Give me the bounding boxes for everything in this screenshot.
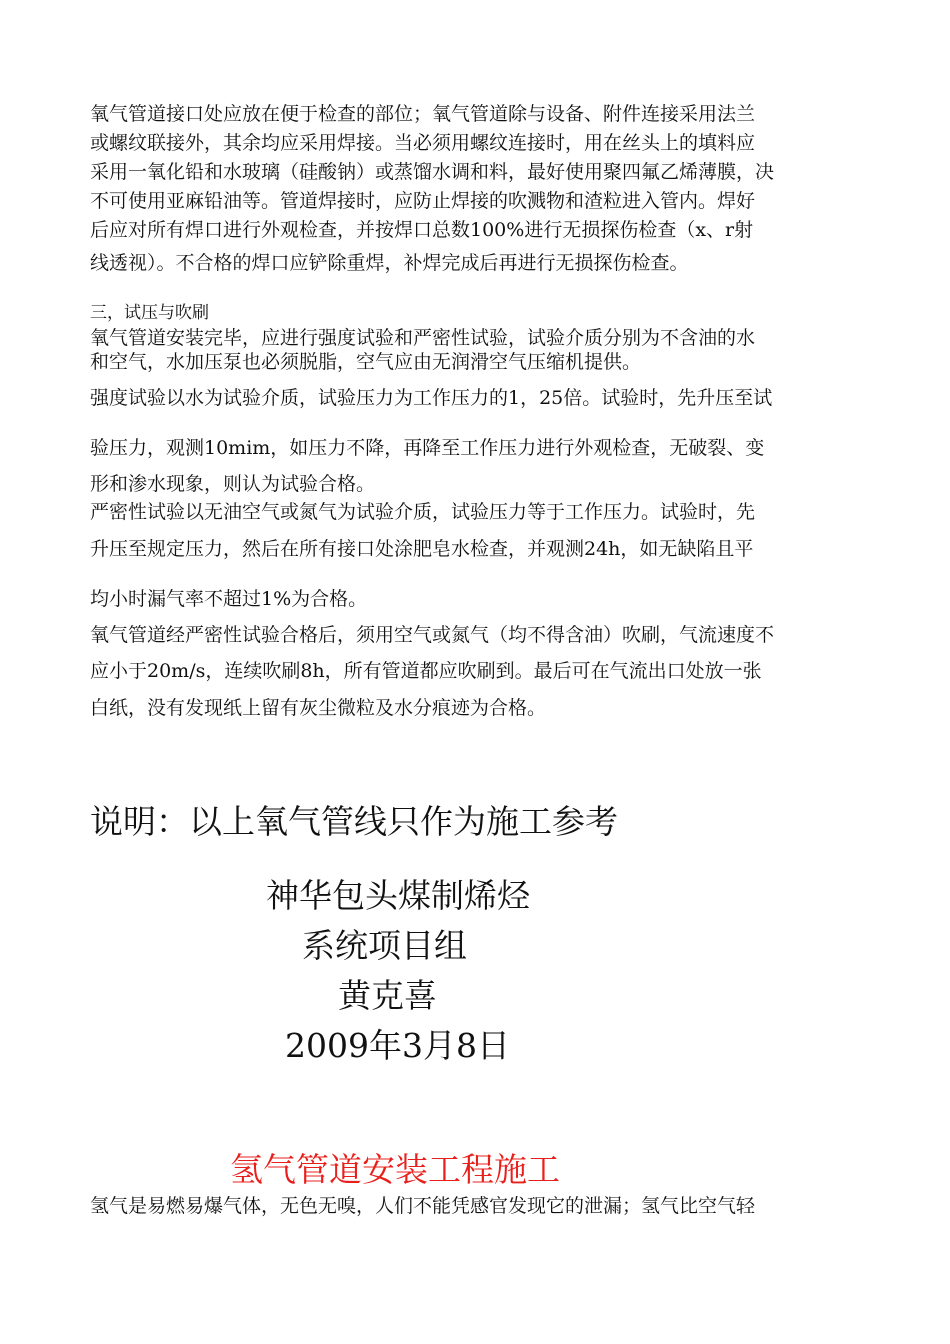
signature-org-line2: 系统项目组 — [302, 926, 467, 965]
paragraph-line: 应小于20m/s，连续吹刷8h，所有管道都应吹刷到。最后可在气流出口处放一张 — [90, 660, 762, 682]
paragraph-line: 形和渗水现象，则认为试验合格。 — [90, 473, 376, 495]
paragraph-line: 后应对所有焊口进行外观检查，并按焊口总数100%进行无损探伤检查（x、r射 — [90, 219, 754, 241]
paragraph-line: 不可使用亚麻铅油等。管道焊接时，应防止焊接的吹溅物和渣粒进入管内。焊好 — [90, 190, 756, 212]
paragraph-line: 验压力，观测10mim，如压力不降，再降至工作压力进行外观检查，无破裂、变 — [90, 437, 765, 459]
note-text: 说明：以上氧气管线只作为施工参考 — [90, 802, 618, 841]
paragraph-line: 线透视）。不合格的焊口应铲除重焊，补焊完成后再进行无损探伤检查。 — [90, 252, 689, 274]
paragraph-line: 氧气管道安装完毕，应进行强度试验和严密性试验，试验介质分别为不含油的水 — [90, 327, 756, 349]
paragraph-line: 白纸，没有发现纸上留有灰尘微粒及水分痕迹为合格。 — [90, 697, 547, 719]
section-title: 氢气管道安装工程施工 — [230, 1150, 560, 1189]
signature-org-line1: 神华包头煤制烯烃 — [266, 876, 530, 915]
paragraph-line: 和空气，水加压泵也必须脱脂，空气应由无润滑空气压缩机提供。 — [90, 351, 642, 373]
paragraph-line: 严密性试验以无油空气或氮气为试验介质，试验压力等于工作压力。试验时，先 — [90, 501, 756, 523]
paragraph-line: 升压至规定压力，然后在所有接口处涂肥皂水检查，并观测24h，如无缺陷且平 — [90, 538, 754, 560]
paragraph-line: 或螺纹联接外，其余均应采用焊接。当必须用螺纹连接时，用在丝头上的填料应 — [90, 132, 756, 154]
paragraph-line: 氧气管道接口处应放在便于检查的部位；氧气管道除与设备、附件连接采用法兰 — [90, 103, 756, 125]
paragraph-line: 氧气管道经严密性试验合格后，须用空气或氮气（均不得含油）吹刷，气流速度不 — [90, 624, 775, 646]
paragraph-line: 强度试验以水为试验介质，试验压力为工作压力的1，25倍。试验时，先升压至试 — [90, 387, 773, 409]
paragraph-line: 均小时漏气率不超过1%为合格。 — [90, 588, 368, 610]
paragraph-line: 氢气是易燃易爆气体，无色无嗅，人们不能凭感官发现它的泄漏；氢气比空气轻 — [90, 1195, 756, 1217]
signature-date: 2009年3月8日 — [285, 1026, 510, 1065]
section-heading: 三，试压与吹刷 — [90, 303, 209, 323]
paragraph-line: 采用一氧化铅和水玻璃（硅酸钠）或蒸馏水调和料，最好使用聚四氟乙烯薄膜，决 — [90, 161, 775, 183]
signature-name: 黄克喜 — [338, 976, 437, 1015]
